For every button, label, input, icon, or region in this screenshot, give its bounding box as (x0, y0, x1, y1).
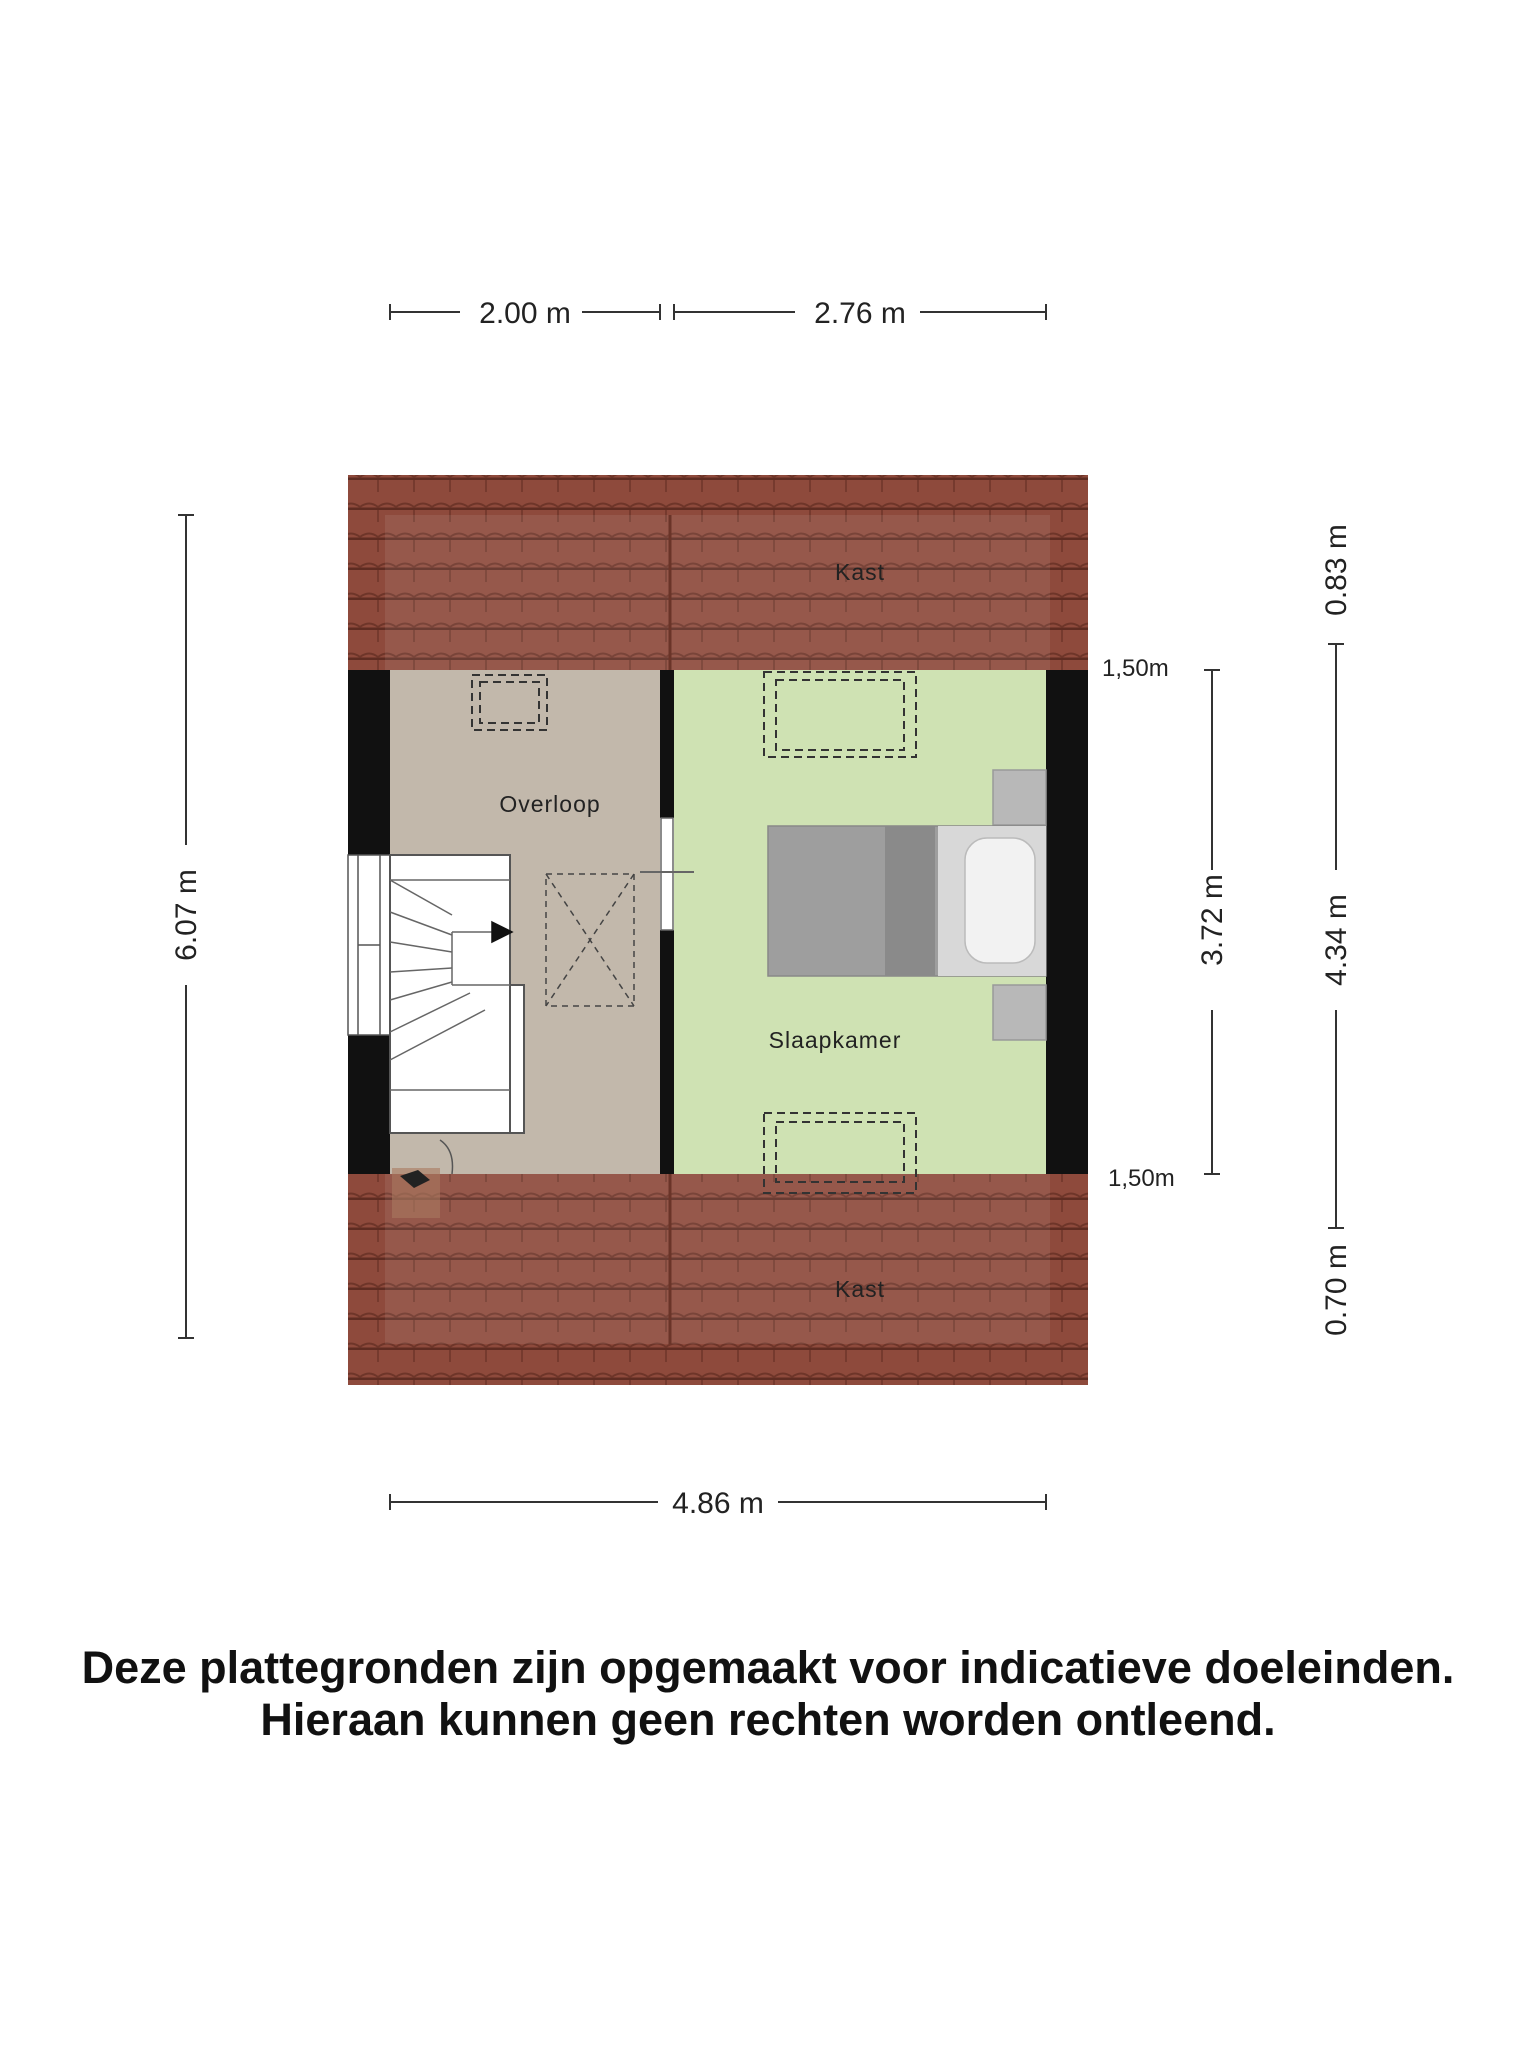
staircase (390, 855, 524, 1174)
dim-top-right: 2.76 m (814, 297, 906, 330)
dim-top-left: 2.00 m (479, 297, 571, 330)
disclaimer-line-2: Hieraan kunnen geen rechten worden ontleend. (260, 1694, 1276, 1745)
staircase-post-icon (392, 1168, 440, 1218)
room-label-kast-top: Kast (834, 559, 886, 585)
dim-left: 6.07 m (170, 869, 203, 961)
dim-right-bottom: 0.70 m (1320, 1244, 1353, 1336)
dim-right-middle: 4.34 m (1320, 894, 1353, 986)
roof-top (348, 475, 1088, 670)
room-label-kast-bottom: Kast (834, 1276, 886, 1302)
disclaimer-line-1: Deze plattegronden zijn opgemaakt voor indicatieve doeleinden. (81, 1642, 1455, 1693)
dim-inner-right: 3.72 m (1196, 874, 1229, 966)
room-label-overloop: Overloop (499, 791, 601, 817)
height-label-bottom: 1,50m (1108, 1165, 1175, 1192)
height-label-top: 1,50m (1102, 655, 1169, 682)
dim-bottom: 4.86 m (672, 1487, 764, 1520)
room-label-slaapkamer: Slaapkamer (768, 1027, 902, 1053)
dim-right-top: 0.83 m (1320, 524, 1353, 616)
window-left (348, 855, 390, 1035)
roof-bottom (348, 1174, 1088, 1385)
